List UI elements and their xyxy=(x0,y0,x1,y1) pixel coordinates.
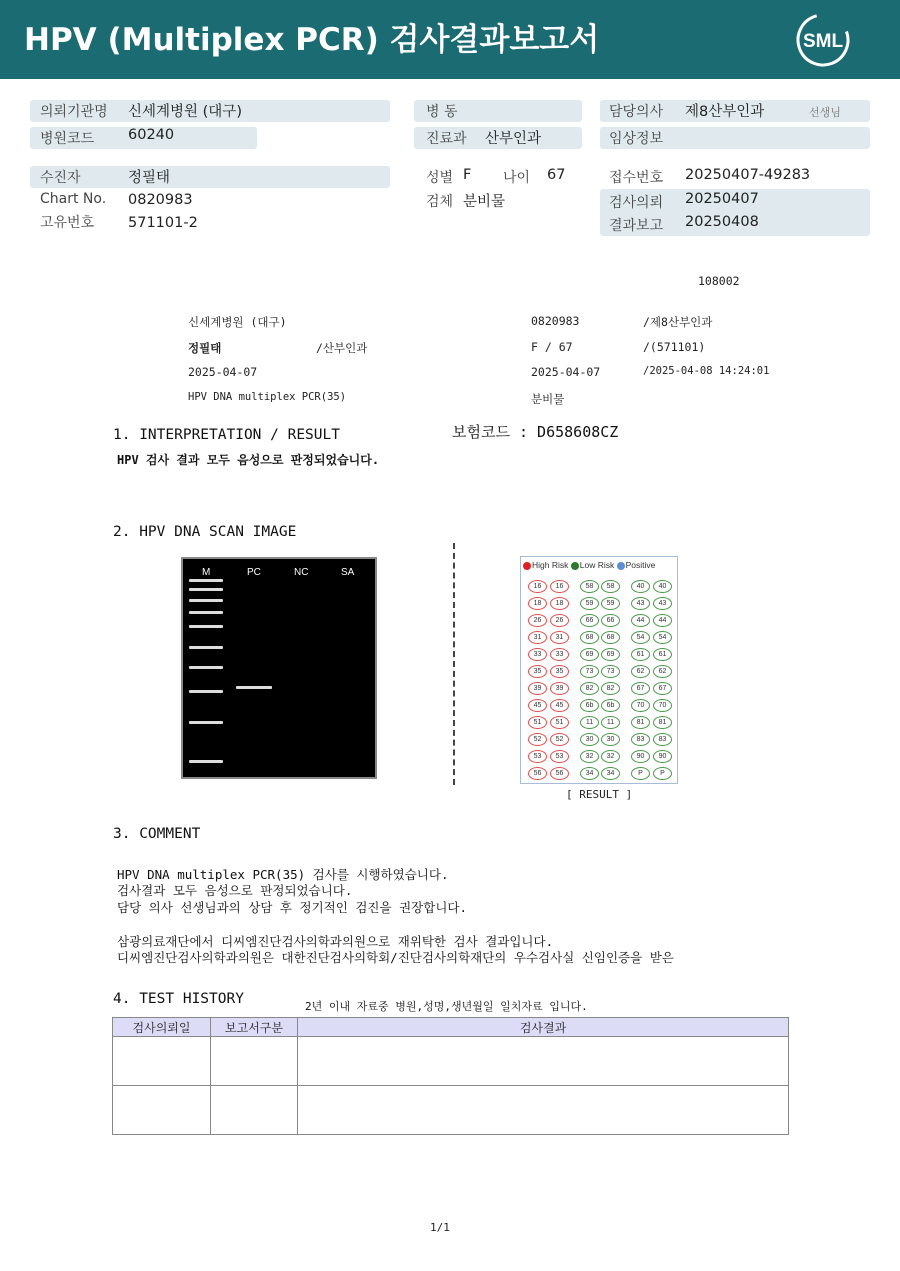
slip-report-time: /2025-04-08 14:24:01 xyxy=(643,365,770,377)
chip-probe: 59 xyxy=(580,597,599,610)
chip-probe: 51 xyxy=(550,716,569,729)
svg-text:SML: SML xyxy=(802,31,844,52)
age-label: 나이 xyxy=(503,170,531,186)
marker-band xyxy=(189,579,223,582)
chip-probe: 66 xyxy=(580,614,599,627)
table-cell xyxy=(211,1037,298,1086)
chip-probe: 54 xyxy=(653,631,672,644)
chip-probe: 69 xyxy=(580,648,599,661)
page-number: 1/1 xyxy=(430,1221,450,1234)
chip-probe: 70 xyxy=(631,699,650,712)
chip-probe: 26 xyxy=(550,614,569,627)
chip-probe: 90 xyxy=(631,750,650,763)
chip-probe: 30 xyxy=(601,733,620,746)
table-cell xyxy=(211,1086,298,1135)
patient-label: 수진자 xyxy=(40,170,81,186)
insurance-code: 보험코드 : D658608CZ xyxy=(452,423,619,441)
specimen-label: 검체 xyxy=(426,194,454,210)
marker-band xyxy=(189,690,223,693)
chip-probe: 70 xyxy=(653,699,672,712)
request-label: 검사의뢰 xyxy=(609,195,664,211)
patient-box xyxy=(30,166,390,188)
chip-probe: 52 xyxy=(550,733,569,746)
positive-dot xyxy=(617,562,625,570)
col-result: 검사결과 xyxy=(298,1018,789,1037)
sex-label: 성별 xyxy=(426,170,454,186)
chip-probe: 69 xyxy=(601,648,620,661)
chip-probe: 58 xyxy=(601,580,620,593)
table-header-row xyxy=(113,1018,789,1037)
chip-probe: 6b xyxy=(601,699,620,712)
chip-probe: 11 xyxy=(580,716,599,729)
marker-band xyxy=(189,721,223,724)
comment-line: 디씨엠진단검사의학과의원은 대한진단검사의학회/진단검사의학재단의 우수검사실 신임인증을 받은 xyxy=(117,950,674,965)
chart-label: Chart No. xyxy=(40,191,107,207)
chip-probe: 43 xyxy=(653,597,672,610)
report-value: 20250408 xyxy=(685,214,759,230)
chip-probe: 83 xyxy=(631,733,650,746)
chip-probe: 54 xyxy=(631,631,650,644)
comment-line: HPV DNA multiplex PCR(35) 검사를 시행하였습니다. xyxy=(117,867,449,882)
slip-doctor: /제8산부인과 xyxy=(643,315,713,329)
section4-title: 4. TEST HISTORY xyxy=(113,991,244,1007)
chip-probe: 40 xyxy=(631,580,650,593)
marker-band xyxy=(189,588,223,591)
chart-value: 0820983 xyxy=(128,192,193,208)
low-risk-dot xyxy=(571,562,579,570)
chip-probe: 52 xyxy=(528,733,547,746)
chip-probe: 67 xyxy=(653,682,672,695)
marker-band xyxy=(189,611,223,614)
doctor-label: 담당의사 xyxy=(609,104,664,120)
clinical-label: 임상정보 xyxy=(609,131,664,147)
chip-probe: 82 xyxy=(601,682,620,695)
lane-label-pc: PC xyxy=(247,567,261,578)
receipt-label: 접수번호 xyxy=(609,170,664,186)
chip-probe: 32 xyxy=(601,750,620,763)
slip-uid: /(571101) xyxy=(643,340,706,354)
chip-probe: 34 xyxy=(580,767,599,780)
doctor-suffix: 선생님 xyxy=(809,106,841,119)
age-value: 67 xyxy=(547,167,566,183)
col-request-date: 검사의뢰일 xyxy=(113,1018,211,1037)
chip-probe: 58 xyxy=(580,580,599,593)
chip-probe: 56 xyxy=(528,767,547,780)
slip-test-name: HPV DNA multiplex PCR(35) xyxy=(188,391,347,403)
ward-label: 병 동 xyxy=(426,104,458,120)
chip-probe: 44 xyxy=(631,614,650,627)
lane-label-nc: NC xyxy=(294,567,309,578)
chip-probe: 16 xyxy=(550,580,569,593)
test-history-table xyxy=(112,1017,789,1135)
slip-chart: 0820983 xyxy=(531,314,580,328)
table-cell xyxy=(298,1086,789,1135)
marker-band xyxy=(189,625,223,628)
report-title: HPV (Multiplex PCR) 검사결과보고서 xyxy=(24,22,600,58)
chip-probe: 56 xyxy=(550,767,569,780)
receipt-value: 20250407-49283 xyxy=(685,167,811,183)
chip-probe: 81 xyxy=(631,716,650,729)
chip-probe: 32 xyxy=(580,750,599,763)
chip-probe: 83 xyxy=(653,733,672,746)
chip-probe: 68 xyxy=(601,631,620,644)
slip-code: 108002 xyxy=(698,274,740,288)
chip-probe: 35 xyxy=(528,665,547,678)
slip-specimen: 분비물 xyxy=(531,392,565,406)
report-label: 결과보고 xyxy=(609,218,664,234)
chip-probe: 31 xyxy=(550,631,569,644)
table-row xyxy=(113,1037,789,1086)
uid-label: 고유번호 xyxy=(40,215,95,231)
chip-caption: [ RESULT ] xyxy=(566,788,633,801)
chip-probe: 11 xyxy=(601,716,620,729)
result-summary: HPV 검사 결과 모두 음성으로 판정되었습니다. xyxy=(117,453,380,467)
high-risk-dot xyxy=(523,562,531,570)
specimen-value: 분비물 xyxy=(463,194,506,210)
dept-value: 산부인과 xyxy=(485,131,542,147)
uid-value: 571101-2 xyxy=(128,215,198,231)
patient-value: 정필태 xyxy=(128,170,171,186)
chip-probe: P xyxy=(631,767,650,780)
marker-band xyxy=(189,646,223,649)
chip-probe: 26 xyxy=(528,614,547,627)
chip-probe: 31 xyxy=(528,631,547,644)
chip-probe: 45 xyxy=(550,699,569,712)
legend-low: Low Risk xyxy=(579,560,615,570)
chip-probe: 67 xyxy=(631,682,650,695)
chip-probe: 81 xyxy=(653,716,672,729)
chip-probe: 45 xyxy=(528,699,547,712)
comment-line: 삼광의료재단에서 디씨엠진단검사의학과의원으로 재위탁한 검사 결과입니다. xyxy=(117,934,554,949)
slip-institution: 신세계병원 (대구) xyxy=(188,315,287,329)
chip-probe: 33 xyxy=(528,648,547,661)
chip-probe: 53 xyxy=(550,750,569,763)
table-cell xyxy=(113,1086,211,1135)
table-row xyxy=(113,1086,789,1135)
table-cell xyxy=(298,1037,789,1086)
chip-probe: 18 xyxy=(550,597,569,610)
dept-label: 진료과 xyxy=(426,131,467,147)
table-cell xyxy=(113,1037,211,1086)
comment-line: 검사결과 모두 음성으로 판정되었습니다. xyxy=(117,883,353,898)
section2-title: 2. HPV DNA SCAN IMAGE xyxy=(113,524,297,540)
chip-probe: 90 xyxy=(653,750,672,763)
hospcode-value: 60240 xyxy=(128,127,175,143)
slip-sexage: F / 67 xyxy=(531,340,573,354)
marker-band xyxy=(189,599,223,602)
chip-probe: 34 xyxy=(601,767,620,780)
chip-probe: 73 xyxy=(601,665,620,678)
chip-probe: 39 xyxy=(528,682,547,695)
chip-probe: 33 xyxy=(550,648,569,661)
chip-probe: 61 xyxy=(653,648,672,661)
chip-probe: 61 xyxy=(631,648,650,661)
col-report-type: 보고서구분 xyxy=(211,1018,298,1037)
chip-probe: 16 xyxy=(528,580,547,593)
chip-probe: 39 xyxy=(550,682,569,695)
report-header xyxy=(0,0,900,79)
chip-probe: 62 xyxy=(653,665,672,678)
slip-collect-date: 2025-04-07 xyxy=(188,365,258,379)
slip-patient: 정필태 xyxy=(188,341,222,355)
sml-logo xyxy=(792,12,854,68)
history-note: 2년 이내 자료중 병원,성명,생년월일 일치자료 입니다. xyxy=(305,1000,588,1013)
chip-probe: 82 xyxy=(580,682,599,695)
chip-probe: 18 xyxy=(528,597,547,610)
institution-label: 의뢰기관명 xyxy=(40,104,108,120)
chip-probe: P xyxy=(653,767,672,780)
chip-probe: 40 xyxy=(653,580,672,593)
legend-high: High Risk xyxy=(532,560,569,570)
chip-probe: 6b xyxy=(580,699,599,712)
chip-probe: 51 xyxy=(528,716,547,729)
marker-band xyxy=(189,666,223,669)
chip-probe: 30 xyxy=(580,733,599,746)
chip-probe: 43 xyxy=(631,597,650,610)
institution-value: 신세계병원 (대구) xyxy=(128,104,242,120)
lane-label-m: M xyxy=(202,567,211,578)
chip-probe: 59 xyxy=(601,597,620,610)
request-value: 20250407 xyxy=(685,191,759,207)
sex-value: F xyxy=(463,167,472,183)
section1-title: 1. INTERPRETATION / RESULT xyxy=(113,427,340,443)
chip-probe: 35 xyxy=(550,665,569,678)
chip-probe: 53 xyxy=(528,750,547,763)
marker-band xyxy=(189,760,223,763)
comment-line: 담당 의사 선생님과의 상담 후 정기적인 검진을 권장합니다. xyxy=(117,900,468,915)
section3-title: 3. COMMENT xyxy=(113,826,201,842)
doctor-value: 제8산부인과 xyxy=(685,104,765,120)
gel-image xyxy=(181,557,377,779)
chip-legend xyxy=(523,560,655,570)
legend-pos: Positive xyxy=(625,560,656,570)
dashed-divider xyxy=(453,543,455,785)
pc-band xyxy=(236,686,272,689)
chip-probe: 68 xyxy=(580,631,599,644)
chip-probe: 73 xyxy=(580,665,599,678)
hospcode-label: 병원코드 xyxy=(40,131,95,147)
chip-probe: 62 xyxy=(631,665,650,678)
lane-label-sa: SA xyxy=(341,567,355,578)
slip-dept: /산부인과 xyxy=(316,341,368,355)
hpv-chip xyxy=(520,556,678,784)
chip-probe: 66 xyxy=(601,614,620,627)
slip-receipt-date: 2025-04-07 xyxy=(531,365,601,379)
chip-probe: 44 xyxy=(653,614,672,627)
